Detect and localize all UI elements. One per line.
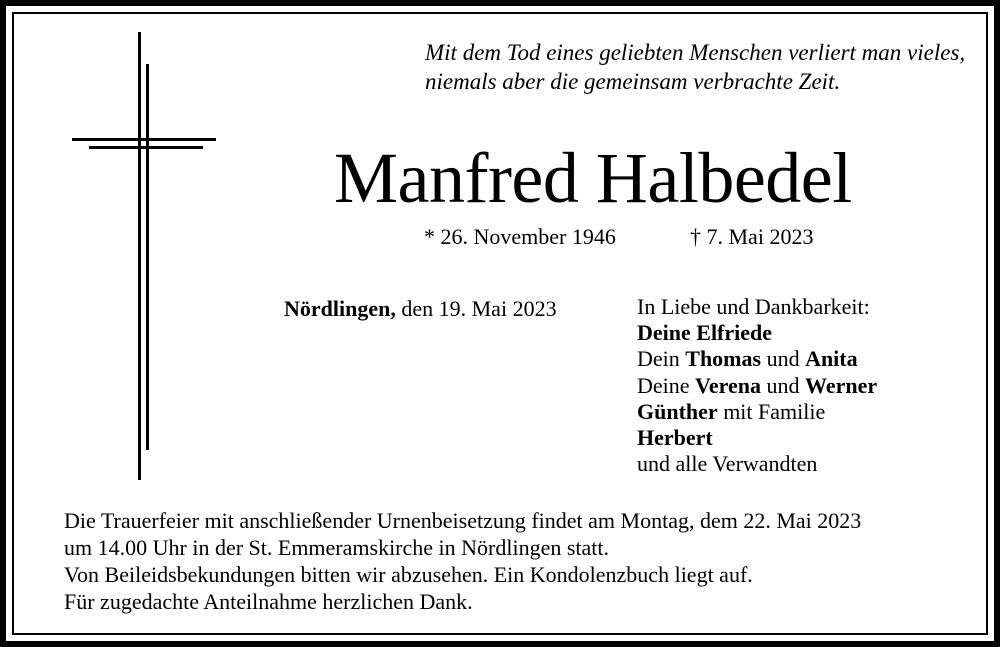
notice-line-4: Für zugedachte Anteilnahme herzlichen Dank.: [64, 589, 473, 614]
notice-line-1: Die Trauerfeier mit anschließender Urnenbeisetzung findet am Montag, dem 22. Mai 2023: [64, 508, 862, 533]
mourner-name: Günther: [637, 398, 718, 424]
cross-horizontal-long: [72, 138, 216, 141]
mourner-suffix: mit Familie: [723, 398, 826, 424]
birth-date: * 26. November 1946: [424, 224, 616, 249]
mourner-and: und: [766, 372, 800, 398]
mourner-and: und: [766, 346, 800, 372]
notice-date: den 19. Mai 2023: [401, 296, 557, 321]
cross-vertical-short: [146, 64, 149, 450]
mourner-line-5: [637, 425, 877, 451]
deceased-name: Manfred Halbedel: [334, 138, 852, 218]
mourner-name: Werner: [805, 372, 878, 398]
death-date: † 7. Mai 2023: [690, 224, 814, 249]
mourner-name: Thomas: [685, 346, 762, 372]
cross-horizontal-short: [89, 146, 203, 149]
mourner-prefix: Deine: [637, 372, 690, 398]
place-and-date: [284, 294, 557, 324]
place-name: Nördlingen,: [284, 296, 396, 321]
memorial-quote: [425, 38, 985, 96]
mourner-name: Anita: [805, 346, 858, 372]
mourner-line-4: [637, 399, 877, 425]
mourner-line-6: und alle Verwandten: [637, 451, 818, 477]
funeral-notice: [64, 507, 861, 615]
notice-line-3: Von Beileidsbekundungen bitten wir abzusehen. Ein Kondolenzbuch liegt auf.: [64, 562, 753, 587]
mourners-intro: In Liebe und Dankbarkeit:: [637, 294, 870, 319]
mourner-prefix: Dein: [637, 346, 680, 372]
mourner-line-1: [637, 320, 877, 346]
mourner-name: Herbert: [637, 425, 713, 451]
quote-line-1: Mit dem Tod eines geliebten Menschen verliert man vieles,: [425, 40, 966, 65]
mourner-name: Deine Elfriede: [637, 320, 773, 346]
mourner-name: Verena: [695, 372, 762, 398]
quote-line-2: niemals aber die gemeinsam verbrachte Zeit.: [425, 69, 841, 94]
mourners-list: [637, 294, 877, 477]
mourner-line-3: [637, 373, 877, 399]
notice-line-2: um 14.00 Uhr in der St. Emmeramskirche in Nördlingen statt.: [64, 535, 610, 560]
cross-vertical-long: [138, 32, 141, 480]
mourner-line-2: [637, 346, 877, 372]
